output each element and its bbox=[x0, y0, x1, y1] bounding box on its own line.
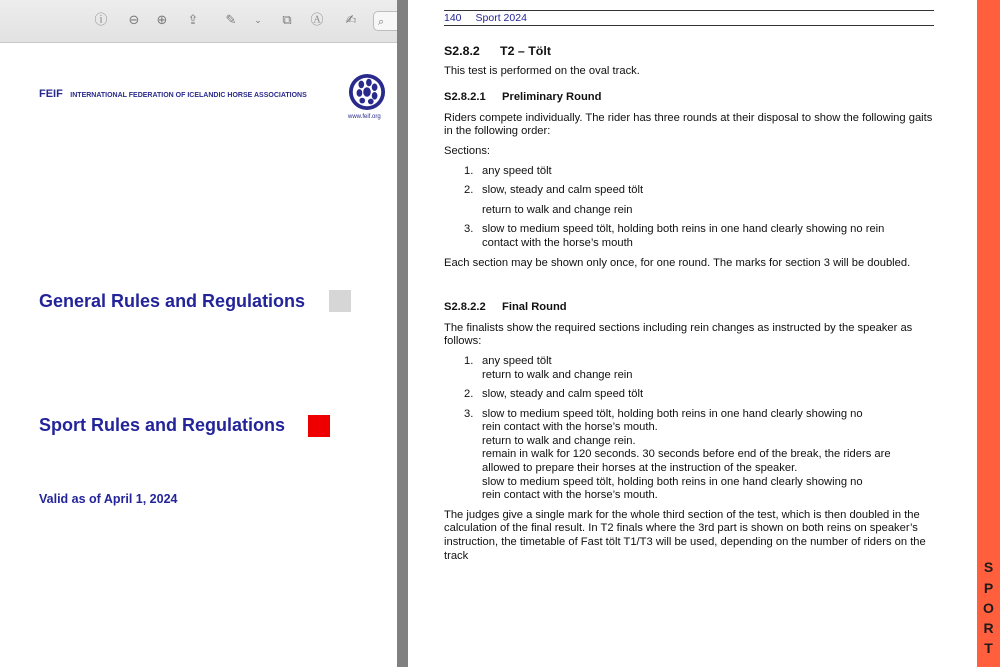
valid-date: Valid as of April 1, 2024 bbox=[39, 492, 178, 506]
list-line: rein contact with the horse’s mouth. bbox=[482, 421, 658, 434]
final-heading bbox=[444, 301, 934, 315]
list-line: any speed tölt bbox=[482, 164, 552, 177]
info-icon[interactable]: ⓘ bbox=[94, 13, 108, 28]
annotate-icon[interactable]: Ⓐ bbox=[310, 13, 324, 28]
list-line: contact with the horse’s mouth bbox=[482, 236, 633, 249]
header-rule-top bbox=[444, 10, 934, 11]
markup-pen-icon[interactable]: ✎ bbox=[225, 13, 237, 28]
section-heading bbox=[444, 45, 934, 59]
side-tab-letter: P bbox=[983, 580, 994, 596]
list-item bbox=[444, 388, 934, 402]
subsection-number: S2.8.2.1 bbox=[444, 91, 486, 104]
org-full-name: INTERNATIONAL FEDERATION OF ICELANDIC HORSE ASSOCIATIONS bbox=[70, 92, 307, 99]
zoom-out-icon[interactable]: ⊖ bbox=[128, 13, 140, 28]
list-item bbox=[444, 355, 934, 382]
list-line: any speed tölt bbox=[482, 354, 552, 367]
general-rules-title: General Rules and Regulations bbox=[39, 291, 306, 311]
search-icon[interactable]: ⌕ bbox=[373, 11, 397, 31]
general-rules-square bbox=[329, 290, 351, 312]
signature-icon[interactable]: ✍ bbox=[345, 13, 357, 28]
website-link[interactable]: www.feif.org bbox=[348, 114, 381, 120]
list-number: 3. bbox=[464, 407, 474, 420]
document-page bbox=[408, 0, 1000, 667]
intro-text: This test is performed on the oval track. bbox=[444, 64, 640, 77]
list-item bbox=[444, 408, 934, 503]
org-abbr: FEIF bbox=[39, 88, 63, 100]
left-pdf-window bbox=[0, 0, 397, 667]
section-number: S2.8.2 bbox=[444, 44, 480, 58]
header-section: Sport 2024 bbox=[475, 12, 527, 24]
page-number: 140 bbox=[444, 12, 462, 24]
list-line: slow, steady and calm speed tölt bbox=[482, 388, 644, 401]
list-continuation: return to walk and change rein bbox=[482, 203, 633, 216]
list-line: return to walk and change rein bbox=[482, 368, 633, 381]
list-item bbox=[444, 223, 934, 250]
share-icon[interactable]: ⇪ bbox=[187, 13, 199, 28]
document-body bbox=[444, 45, 934, 569]
side-tab-letter: R bbox=[983, 620, 994, 636]
sport-rules-square bbox=[308, 415, 330, 437]
preview-toolbar bbox=[0, 0, 397, 43]
header-rule-bottom bbox=[444, 25, 934, 26]
chevron-down-icon[interactable]: ⌄ bbox=[254, 16, 262, 26]
preliminary-para2: Each section may be shown only once, for one round. The marks for section 3 will be doubled. bbox=[444, 256, 911, 269]
final-para1: The finalists show the required sections including rein changes as instructed by the speaker as follows: bbox=[444, 321, 913, 348]
list-line: slow, steady and calm speed tölt bbox=[482, 184, 644, 197]
side-tab-letter: S bbox=[983, 559, 994, 575]
preliminary-para1: Riders compete individually. The rider has three rounds at their disposal to show the following gaits in the following order: bbox=[444, 111, 933, 138]
rotate-icon[interactable]: ⧉ bbox=[282, 13, 292, 28]
feif-logo-icon bbox=[348, 73, 386, 111]
zoom-in-icon[interactable]: ⊕ bbox=[156, 13, 168, 28]
list-line: allowed to prepare their horses at the instruction of the speaker. bbox=[482, 462, 798, 475]
list-line: remain in walk for 120 seconds. 30 seconds before end of the break, the riders are bbox=[482, 448, 891, 461]
org-header bbox=[39, 84, 307, 102]
list-number: 2. bbox=[464, 184, 474, 197]
list-line: slow to medium speed tölt, holding both reins in one hand clearly showing no bbox=[482, 407, 863, 420]
list-line: rein contact with the horse’s mouth. bbox=[482, 489, 658, 502]
list-item bbox=[444, 184, 934, 198]
side-tab-letter: T bbox=[984, 640, 993, 656]
list-number: 1. bbox=[464, 164, 474, 177]
list-line: return to walk and change rein. bbox=[482, 434, 636, 447]
sport-side-tab bbox=[977, 0, 1000, 667]
sections-label: Sections: bbox=[444, 144, 491, 157]
list-item bbox=[444, 165, 934, 179]
subsection-title: Preliminary Round bbox=[502, 91, 602, 104]
list-number: 2. bbox=[464, 388, 474, 401]
side-tab-letter: O bbox=[983, 600, 994, 616]
page-header bbox=[444, 12, 527, 24]
section-title: T2 – Tölt bbox=[500, 44, 551, 58]
sport-rules-title: Sport Rules and Regulations bbox=[39, 415, 286, 435]
list-number: 3. bbox=[464, 223, 474, 236]
subsection-title: Final Round bbox=[502, 301, 567, 314]
preliminary-heading bbox=[444, 91, 934, 105]
list-number: 1. bbox=[464, 354, 474, 367]
list-line: slow to medium speed tölt, holding both reins in one hand clearly showing no bbox=[482, 475, 863, 488]
subsection-number: S2.8.2.2 bbox=[444, 301, 486, 314]
final-para2: The judges give a single mark for the whole third section of the test, which is then doubled in the calculation of the final result. In T2 finals where the 3rd part is shown on both reins on speaker’s instruction, the timetable of Fast tölt T1/T3 will be used, depending on the number of riders on the track bbox=[444, 508, 926, 562]
list-line: slow to medium speed tölt, holding both reins in one hand clearly showing no rein bbox=[482, 223, 885, 236]
